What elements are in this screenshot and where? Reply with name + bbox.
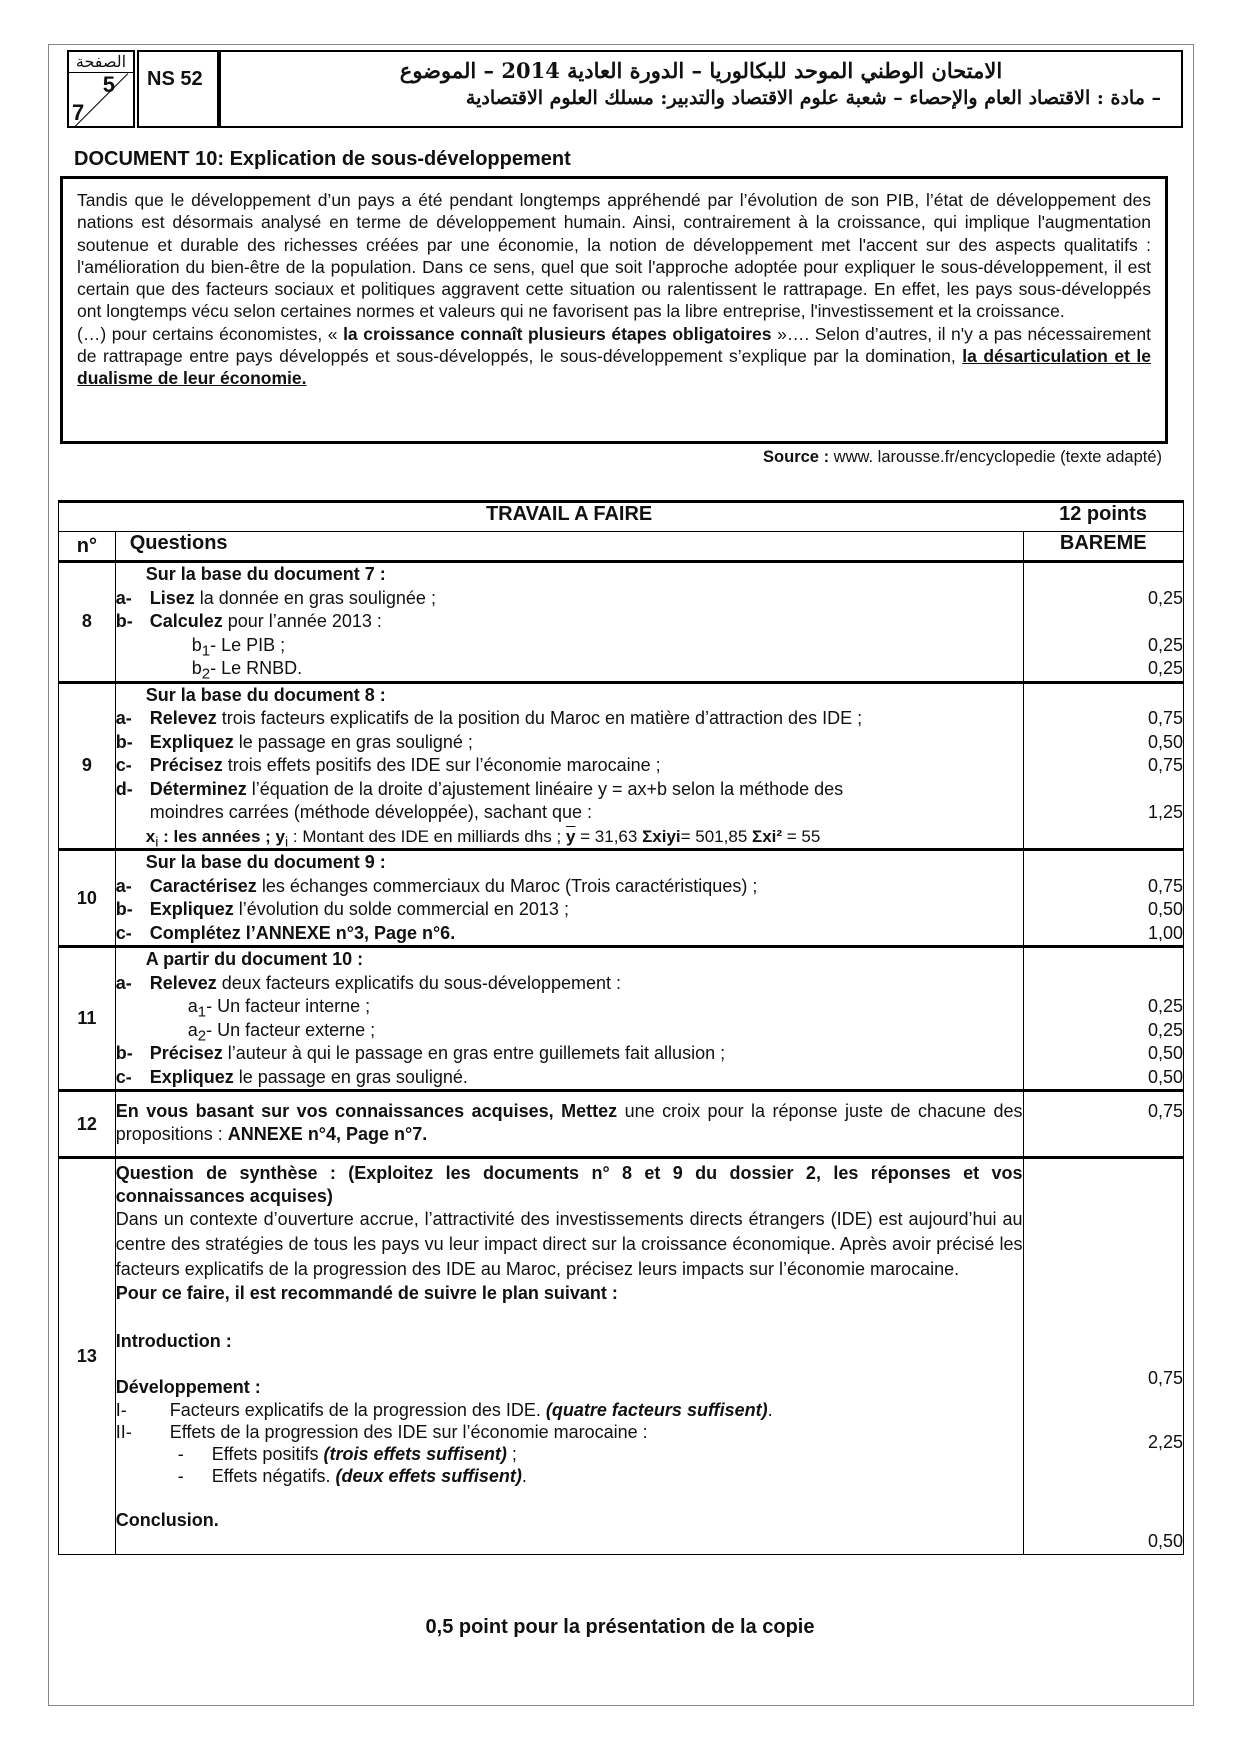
bullet: - — [177, 1444, 184, 1464]
item-text: trois effets positifs des IDE sur l’économie marocaine ; — [222, 755, 661, 775]
subscript: 1 — [201, 642, 211, 660]
item-letter: b- — [115, 731, 133, 752]
score: 0,75 — [1147, 1101, 1183, 1121]
question-intro: Sur la base du document 9 : — [145, 852, 386, 872]
item-text: . — [767, 1400, 773, 1420]
subscript: i — [285, 833, 289, 850]
text: (…) pour certains économistes, « — [77, 323, 344, 344]
item-text: Effets de la progression des IDE sur l’économie marocaine : — [169, 1422, 648, 1442]
item-text: - Un facteur externe ; — [206, 1019, 376, 1040]
question-row — [59, 850, 1184, 947]
item-text: moindres carrées (méthode développée), sachant que : — [149, 802, 592, 822]
item-text: les échanges commerciaux du Maroc (Trois caractéristiques) ; — [256, 875, 758, 896]
item-verb: Précisez — [149, 755, 223, 775]
roman-numeral: I- — [115, 1400, 127, 1420]
score: 0,75 — [1147, 1368, 1183, 1388]
task-table — [58, 500, 1184, 1555]
item-verb: Déterminez — [149, 778, 247, 799]
item-text: . — [521, 1466, 527, 1486]
item-text: a — [187, 1019, 198, 1040]
item-text: = 55 — [782, 826, 821, 846]
item-text: le passage en gras souligné ; — [233, 731, 473, 752]
item-text: Effets positifs — [211, 1444, 324, 1464]
item-text: Effets négatifs. — [211, 1466, 336, 1486]
subscript: 1 — [197, 1003, 207, 1021]
page-total: 7 — [72, 100, 85, 125]
score: 0,25 — [1147, 1019, 1183, 1040]
score: 0,75 — [1147, 708, 1183, 728]
score: 1,25 — [1147, 802, 1183, 822]
plan-instruction: Pour ce faire, il est recommandé de suivre le plan suivant : — [115, 1283, 618, 1303]
item-text: pour l’année 2013 : — [222, 611, 382, 631]
question-intro: A partir du document 10 : — [145, 949, 364, 969]
roman-numeral: II- — [115, 1422, 132, 1442]
item-verb: Caractérisez — [149, 875, 257, 896]
item-letter: a- — [115, 972, 132, 993]
item-text: b — [191, 658, 202, 678]
divider — [69, 72, 133, 73]
plan-conclusion: Conclusion. — [115, 1510, 219, 1530]
item-text: b — [191, 634, 202, 655]
score: 0,75 — [1147, 875, 1183, 896]
subscript: 2 — [201, 665, 211, 683]
item-letter: c- — [115, 922, 132, 943]
question-row — [59, 1091, 1184, 1158]
exam-code-box — [137, 50, 219, 128]
item-text: l’évolution du solde commercial en 2013 ; — [233, 899, 569, 919]
emphasis: (trois effets suffisent) — [323, 1444, 507, 1464]
question-text — [116, 1100, 1023, 1146]
document-paragraph — [77, 323, 1151, 390]
score: 0,50 — [1147, 899, 1183, 919]
exam-title-box — [219, 50, 1183, 128]
sum-symbol: Σxi² — [752, 826, 783, 846]
item-letter: b- — [115, 611, 133, 631]
item-text: ; — [506, 1444, 517, 1464]
score: 0,25 — [1147, 587, 1183, 608]
item-text: a — [187, 996, 198, 1016]
source-citation — [763, 448, 1162, 467]
item-text: le passage en gras souligné. — [233, 1066, 468, 1087]
item-text: Facteurs explicatifs de la progression des IDE. — [169, 1400, 546, 1420]
item-text: l’équation de la droite d’ajustement linéaire y = ax+b selon la méthode des — [246, 778, 844, 799]
question-number: 12 — [59, 1091, 116, 1158]
table-title: TRAVAIL A FAIRE — [115, 502, 1023, 532]
question-number: 11 — [59, 947, 116, 1091]
question-number: 8 — [59, 562, 116, 683]
page-number: 5 — [102, 72, 115, 97]
item-text: trois facteurs explicatifs de la position du Maroc en matière d’attraction des IDE ; — [216, 708, 863, 728]
page-number-box — [67, 50, 135, 128]
item-text: - Le PIB ; — [210, 634, 286, 655]
item-verb: Relevez — [149, 972, 217, 993]
subscript: 2 — [197, 1027, 207, 1045]
item-letter: c- — [115, 755, 132, 775]
column-header-bareme: BAREME — [1023, 532, 1183, 562]
item-letter: a- — [115, 708, 132, 728]
item-letter: b- — [115, 1043, 133, 1063]
score: 0,75 — [1147, 755, 1183, 775]
bold-quote: la croissance connaît plusieurs étapes obligatoires — [343, 323, 772, 344]
column-header-questions: Questions — [115, 532, 1023, 562]
variable: x — [145, 826, 156, 846]
mean-symbol: $\overline{y}$ — [565, 826, 576, 846]
sum-symbol: Σxiyi — [642, 826, 681, 846]
item-letter: d- — [115, 778, 133, 799]
item-verb: Expliquez — [149, 1066, 234, 1087]
score: 0,50 — [1147, 1043, 1183, 1063]
item-text: : Montant des IDE en milliards dhs ; — [288, 826, 566, 846]
item-text: deux facteurs explicatifs du sous-développement : — [216, 972, 622, 993]
item-verb: Expliquez — [149, 731, 234, 752]
bullet: - — [177, 1466, 184, 1486]
score: 1,00 — [1147, 922, 1183, 943]
question-number: 13 — [59, 1158, 116, 1555]
exam-title-line1: الامتحان الوطني الموحد للبكالوريا – الدورة العادية 2014 – الموضوع — [399, 58, 1003, 83]
plan-introduction: Introduction : — [115, 1331, 232, 1351]
item-letter: a- — [115, 587, 132, 608]
item-verb: Précisez — [149, 1043, 223, 1063]
synthesis-body: Dans un contexte d’ouverture accrue, l’attractivité des investissements directs étrangers (IDE) est aujourd’hui au centre des stratégies de tous les pays vu leur impact direct sur la croissance économique. Après avoir précisé les facteurs explicatifs de la progression des IDE au Maroc, précisez leurs impacts sur l’économie marocaine. — [115, 1209, 1023, 1279]
document-text-box — [60, 176, 1168, 444]
item-text: = 31,63 — [575, 826, 643, 846]
item-verb: Relevez — [149, 708, 217, 728]
item-letter: a- — [115, 875, 132, 896]
item-verb: Complétez l’ANNEXE n°3, Page n°6. — [149, 922, 456, 943]
score: 0,25 — [1147, 996, 1183, 1016]
subscript: i — [155, 833, 159, 850]
presentation-note: 0,5 point pour la présentation de la copie — [425, 1616, 815, 1638]
table-points: 12 points — [1023, 502, 1183, 532]
question-row — [59, 1158, 1184, 1555]
item-text: l’auteur à qui le passage en gras entre guillemets fait allusion ; — [222, 1043, 726, 1063]
item-text: - Un facteur interne ; — [206, 996, 371, 1016]
document-paragraph: Tandis que le développement d’un pays a été pendant longtemps appréhendé par l’évolution de son PIB, l’état de développement des nations est désormais analysé en terme de développement humain. Ainsi, contrairement à la croissance, qui implique l'augmentation soutenue et durable des richesses créées par une économie, la notion de développement met l'accent sur des aspects qualitatifs : l'amélioration du bien-être de la population. Dans ce sens, quel que soit l'approche adoptée pour expliquer le sous-développement, il est certain que des facteurs sociaux et politiques aggravent cette situation ou ralentissent le rattrapage. En effet, les pays sous-développés ont longtemps vécu selon certaines normes et valeurs qui ne favorisent pas la libre entreprise, l'investissement et la croissance. — [77, 190, 1151, 322]
item-text: une croix pour la réponse juste de chacune des propositions : — [115, 1101, 1023, 1144]
score: 0,50 — [1147, 1066, 1183, 1087]
question-intro: Sur la base du document 7 : — [145, 564, 386, 584]
bold-text: ANNEXE n°4, Page n°7. — [227, 1124, 428, 1144]
source-text: www. larousse.fr/encyclopedie (texte adapté) — [829, 448, 1162, 466]
variable: y — [275, 826, 285, 846]
item-verb: Lisez — [149, 587, 195, 608]
source-label: Source : — [763, 448, 830, 466]
item-verb: Expliquez — [149, 899, 234, 919]
exam-code: NS 52 — [147, 68, 203, 90]
question-number: 9 — [59, 682, 116, 850]
question-row — [59, 947, 1184, 1091]
item-letter: b- — [115, 899, 133, 919]
document-title: DOCUMENT 10: Explication de sous-développement — [74, 148, 571, 170]
score: 0,25 — [1147, 634, 1183, 655]
item-text: - Le RNBD. — [210, 658, 303, 678]
underlined-passage: la désarticulation et le dualisme de leur économie. — [77, 346, 1151, 389]
item-verb: Calculez — [149, 611, 223, 631]
emphasis: (deux effets suffisent) — [335, 1466, 522, 1486]
question-intro: Sur la base du document 8 : — [145, 684, 386, 705]
item-text: : les années ; — [158, 826, 276, 846]
score: 0,50 — [1147, 1531, 1183, 1551]
bold-text: En vous basant sur vos connaissances acquises, Mettez — [115, 1101, 618, 1121]
item-letter: c- — [115, 1066, 132, 1087]
score: 0,25 — [1147, 658, 1183, 678]
synthesis-heading: Question de synthèse : (Exploitez les documents n° 8 et 9 du dossier 2, les réponses et vos connaissances acquises) — [115, 1163, 1023, 1206]
exam-title-line2: – مادة : الاقتصاد العام والإحصاء – شعبة علوم الاقتصاد والتدبير: مسلك العلوم الاقتصادية — [465, 87, 1161, 109]
question-number: 10 — [59, 850, 116, 947]
plan-development: Développement : — [115, 1376, 261, 1397]
item-text: la donnée en gras soulignée ; — [194, 587, 436, 608]
item-text: = 501,85 — [680, 826, 752, 846]
score: 0,50 — [1147, 731, 1183, 752]
question-row — [59, 682, 1184, 850]
text: »…. Selon d’autres, il n'y a pas nécessairement de rattrapage entre pays développés et sous-développés, le sous-développement s’explique par la domination, — [77, 323, 1152, 367]
column-header-number: n° — [59, 532, 116, 562]
question-row — [59, 562, 1184, 683]
score: 2,25 — [1147, 1431, 1183, 1452]
page-label: الصفحة — [75, 54, 127, 71]
emphasis: (quatre facteurs suffisent) — [545, 1400, 768, 1420]
